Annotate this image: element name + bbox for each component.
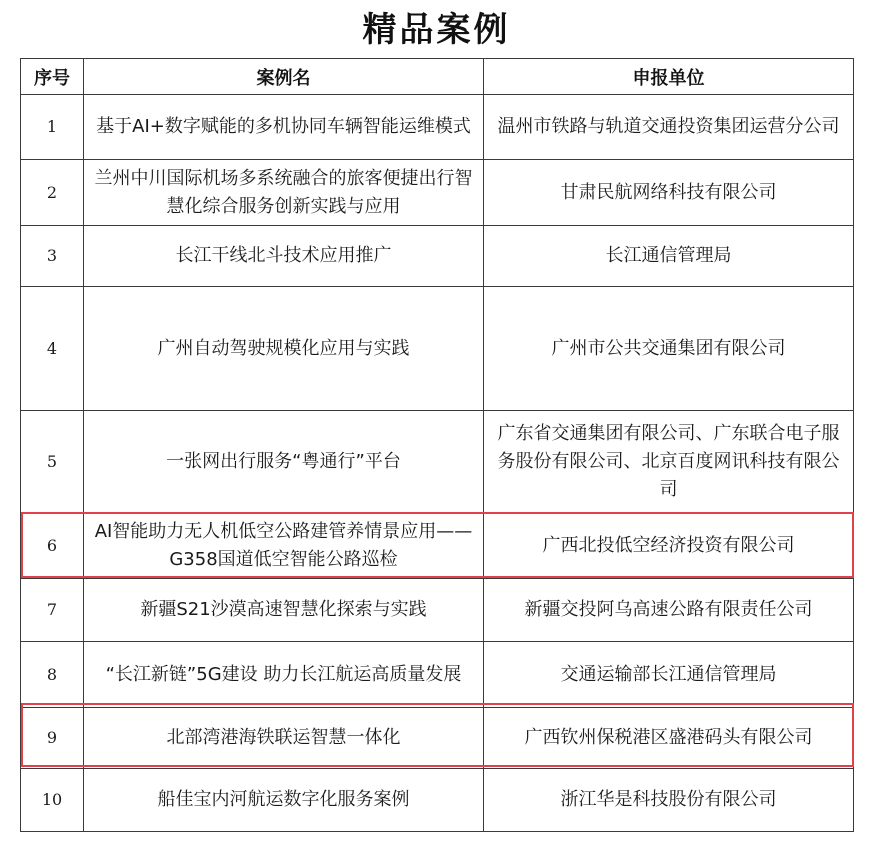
table-row bbox=[21, 226, 854, 287]
row-unit: 交通运输部长江通信管理局 bbox=[484, 642, 854, 708]
table-row bbox=[21, 411, 854, 514]
header-case-name: 案例名 bbox=[84, 59, 484, 95]
row-unit: 广州市公共交通集团有限公司 bbox=[484, 287, 854, 411]
row-case-name: 兰州中川国际机场多系统融合的旅客便捷出行智慧化综合服务创新实践与应用 bbox=[84, 160, 484, 226]
row-no: 3 bbox=[21, 226, 84, 287]
row-case-name: AI智能助力无人机低空公路建管养情景应用——G358国道低空智能公路巡检 bbox=[84, 514, 484, 579]
row-no: 6 bbox=[21, 514, 84, 579]
table-row bbox=[21, 642, 854, 708]
page-title: 精品案例 bbox=[362, 10, 511, 50]
row-no: 9 bbox=[21, 708, 84, 769]
table-row bbox=[21, 95, 854, 160]
row-no: 8 bbox=[21, 642, 84, 708]
row-no: 5 bbox=[21, 411, 84, 514]
table-row bbox=[21, 287, 854, 411]
row-unit: 长江通信管理局 bbox=[484, 226, 854, 287]
row-unit: 浙江华是科技股份有限公司 bbox=[484, 769, 854, 832]
row-case-name: 长江干线北斗技术应用推广 bbox=[84, 226, 484, 287]
row-case-name: 一张网出行服务“粤通行”平台 bbox=[84, 411, 484, 514]
row-unit: 新疆交投阿乌高速公路有限责任公司 bbox=[484, 579, 854, 642]
row-unit: 广西北投低空经济投资有限公司 bbox=[484, 514, 854, 579]
row-case-name: 广州自动驾驶规模化应用与实践 bbox=[84, 287, 484, 411]
table-row bbox=[21, 514, 854, 579]
row-case-name: 船佳宝内河航运数字化服务案例 bbox=[84, 769, 484, 832]
row-no: 2 bbox=[21, 160, 84, 226]
table-row bbox=[21, 769, 854, 832]
table-row bbox=[21, 579, 854, 642]
row-no: 10 bbox=[21, 769, 84, 832]
row-case-name: 新疆S21沙漠高速智慧化探索与实践 bbox=[84, 579, 484, 642]
row-unit: 甘肃民航网络科技有限公司 bbox=[484, 160, 854, 226]
row-unit: 广西钦州保税港区盛港码头有限公司 bbox=[484, 708, 854, 769]
table-header-row bbox=[21, 59, 854, 95]
row-case-name: 北部湾港海铁联运智慧一体化 bbox=[84, 708, 484, 769]
row-unit: 温州市铁路与轨道交通投资集团运营分公司 bbox=[484, 95, 854, 160]
row-unit: 广东省交通集团有限公司、广东联合电子服务股份有限公司、北京百度网讯科技有限公司 bbox=[484, 411, 854, 514]
row-no: 4 bbox=[21, 287, 84, 411]
row-case-name: 基于AI+数字赋能的多机协同车辆智能运维模式 bbox=[84, 95, 484, 160]
row-no: 1 bbox=[21, 95, 84, 160]
header-unit: 申报单位 bbox=[484, 59, 854, 95]
row-no: 7 bbox=[21, 579, 84, 642]
row-case-name: “长江新链”5G建设 助力长江航运高质量发展 bbox=[84, 642, 484, 708]
header-no: 序号 bbox=[21, 59, 84, 95]
table-row bbox=[21, 708, 854, 769]
cases-table bbox=[20, 58, 854, 832]
table-row bbox=[21, 160, 854, 226]
